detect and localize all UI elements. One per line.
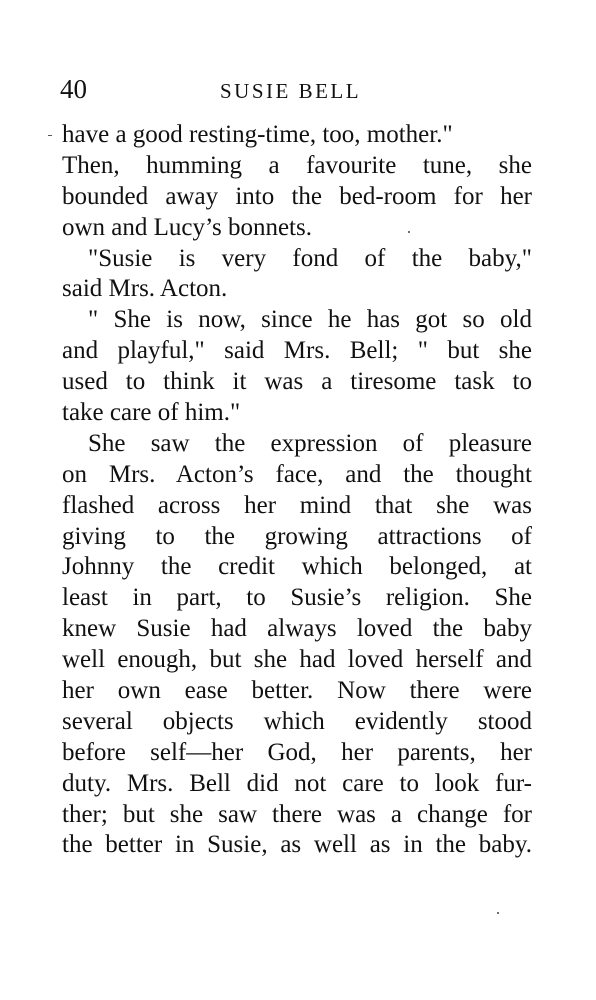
text-line: take care of him." <box>62 399 241 427</box>
text-line: giving to the growing attractions of <box>62 522 532 550</box>
text-line: and playful," said Mrs. Bell; " but she <box>62 337 532 365</box>
text-line: " She is now, since he has got so old <box>88 306 532 334</box>
text-line: used to think it was a tiresome task to <box>62 368 532 396</box>
text-line: "Susie is very fond of the baby," <box>88 244 532 272</box>
text-line: her own ease better. Now there were <box>62 677 532 705</box>
text-line: bounded away into the bed-room for her <box>62 182 532 210</box>
page-number: 40 <box>60 74 87 104</box>
text-line: well enough, but she had loved herself and <box>62 646 532 674</box>
body-text <box>62 120 532 861</box>
text-line: She saw the expression of pleasure <box>88 429 532 457</box>
running-head <box>60 74 540 108</box>
text-line: flashed across her mind that she was <box>62 491 532 519</box>
text-line: the better in Susie, as well as in the baby. <box>62 831 532 859</box>
text-line: Johnny the credit which belonged, at <box>62 553 532 581</box>
text-line: ther; but she saw there was a change for <box>62 800 532 828</box>
ink-speck <box>497 912 499 914</box>
text-line: before self—her God, her parents, her <box>62 738 532 766</box>
text-line: knew Susie had always loved the baby <box>62 615 532 643</box>
text-line: least in part, to Susie’s religion. She <box>62 584 532 612</box>
text-line: Then, humming a favourite tune, she <box>62 151 532 179</box>
running-title: SUSIE BELL <box>220 79 362 103</box>
text-line: own and Lucy’s bonnets. <box>62 213 312 241</box>
margin-mark <box>48 135 52 136</box>
text-line: said Mrs. Acton. <box>62 275 228 303</box>
text-line: several objects which evidently stood <box>62 707 532 735</box>
text-line: on Mrs. Acton’s face, and the thought <box>62 460 532 488</box>
text-line: have a good resting-time, too, mother." <box>62 121 453 148</box>
text-line: duty. Mrs. Bell did not care to look fur- <box>62 769 532 797</box>
